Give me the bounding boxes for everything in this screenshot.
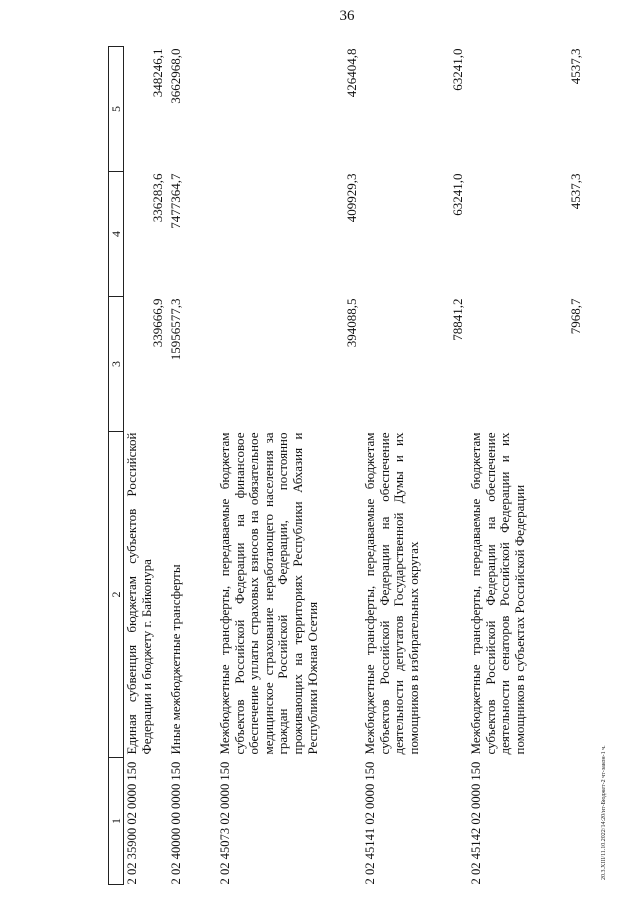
- table-header: [109, 47, 124, 885]
- row-value-col3: 15956577,3: [168, 298, 183, 361]
- table-row: [468, 47, 586, 885]
- rotated-table-frame: [108, 47, 588, 885]
- row-value-col4: 4537,3: [568, 173, 584, 210]
- budget-table: [108, 46, 586, 885]
- row-value-col5: 348246,1: [150, 48, 166, 98]
- row-code: 2 02 40000 00 0000 150: [169, 761, 183, 885]
- table-row: [362, 47, 468, 885]
- row-name: Иные межбюджетные трансферты: [168, 564, 183, 755]
- column-header-4: 4: [109, 172, 124, 297]
- row-value-col5: 63241,0: [450, 48, 466, 91]
- column-header-3: 3: [109, 297, 124, 432]
- column-header-5: 5: [109, 47, 124, 172]
- row-value-col4: 409929,3: [344, 173, 360, 223]
- row-value-col3: 7968,7: [568, 298, 584, 335]
- row-value-col5: 4537,3: [568, 48, 584, 85]
- row-value-col5: 426404,8: [344, 48, 360, 98]
- column-header-1: 1: [109, 758, 124, 885]
- row-value-col4: 7477364,7: [168, 173, 183, 229]
- column-header-2: 2: [109, 432, 124, 758]
- row-code: 2 02 45142 02 0000 150: [469, 761, 483, 885]
- row-value-col4: 336283,6: [150, 173, 166, 223]
- row-name: Единая субвенция бюджетам субъектов Российской Федерации и бюджету г. Байконура: [124, 432, 154, 755]
- document-footer-code: 20.3.XIII/11.10.2022/14:20/ит-Бюджет-2 чт-закон-1 ч.: [601, 745, 607, 880]
- page-number: 36: [339, 8, 355, 24]
- row-value-col4: 63241,0: [450, 173, 466, 216]
- row-name: Межбюджетные трансферты, передаваемые бюджетам субъектов Российской Федерации на финансовое обеспечение уплаты страховых взносов на обязательное медицинское страхование неработающего населения за граждан Российской Федерации, постоянно проживающих на территориях Республики Абхазия и Республики Южная Осетия: [217, 432, 320, 755]
- row-code: 2 02 45073 02 0000 150: [218, 761, 232, 885]
- row-name: Межбюджетные трансферты, передаваемые бюджетам субъектов Российской Федерации на обеспечение деятельности сенаторов Российской Федерации и их помощников в субъектах Российской Федерации: [468, 432, 527, 755]
- row-value-col5: 3662968,0: [168, 48, 183, 104]
- row-value-col3: 78841,2: [450, 298, 466, 341]
- table-row: [217, 47, 362, 885]
- row-value-col3: 394088,5: [344, 298, 360, 348]
- row-value-col3: 339666,9: [150, 298, 166, 348]
- table-row: [124, 47, 169, 885]
- row-code: 2 02 45141 02 0000 150: [363, 761, 377, 885]
- row-name: Межбюджетные трансферты, передаваемые бюджетам субъектов Российской Федерации на обеспечение деятельности депутатов Государственной Думы и их помощников в избирательных округах: [362, 432, 421, 755]
- table-row: [168, 47, 217, 885]
- row-code: 2 02 35900 02 0000 150: [125, 761, 139, 885]
